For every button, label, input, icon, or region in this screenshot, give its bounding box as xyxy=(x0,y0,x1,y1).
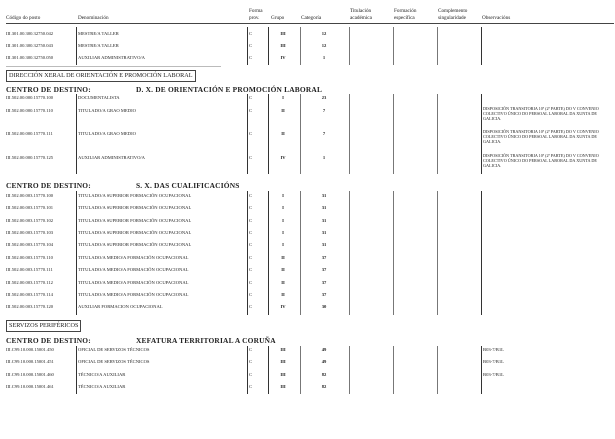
row-forma: C xyxy=(249,155,253,160)
col-line xyxy=(393,94,394,174)
row-grupo: II xyxy=(281,108,285,113)
col-line xyxy=(76,27,77,65)
col-line xyxy=(76,94,77,174)
row-forma: C xyxy=(249,230,253,235)
row-observacions: DISPOSICIÓN TRANSITORIA 10ª (2ª PARTE) DO V CONVENIO COLECTIVO ÚNICO DO PERSOAL LABORAL DA XUNTA DE GALICIA. xyxy=(483,106,599,121)
col-line xyxy=(481,191,482,315)
col-line xyxy=(349,94,350,174)
section-title-direccion-xeral: DIRECCIÓN XERAL DE ORIENTACIÓN E PROMOCIÓN LABORAL xyxy=(6,70,196,82)
row-grupo: I xyxy=(282,230,284,235)
row-name: TITULADO/A MEDIO/A FORMACIÓN OCUPACIONAL xyxy=(78,255,189,260)
col-line xyxy=(349,191,350,315)
col-line xyxy=(437,346,438,394)
row-categoria: 12 xyxy=(321,43,327,48)
row-code: III.502.00.003.15770.102 xyxy=(6,218,54,223)
col-line xyxy=(300,191,301,315)
row-name: TITULADO/A MEDIO/A FORMACIÓN OCUPACIONAL xyxy=(78,280,189,285)
row-grupo: III xyxy=(280,372,286,377)
row-name: TITULADO/A MEDIO/A FORMACIÓN OCUPACIONAL xyxy=(78,267,189,272)
row-categoria: 23 xyxy=(321,95,327,100)
row-observacions: DISPOSICIÓN TRANSITORIA 10ª (2ª PARTE) DO V CONVENIO COLECTIVO ÚNICO DO PERSOAL LABORAL DA XUNTA DE GALICIA. xyxy=(483,129,599,144)
row-forma: C xyxy=(249,304,253,309)
col-line xyxy=(437,27,438,65)
row-grupo: II xyxy=(281,255,285,260)
row-grupo: I xyxy=(282,205,284,210)
row-forma: C xyxy=(249,218,253,223)
row-forma: C xyxy=(249,242,253,247)
row-grupo: I xyxy=(282,95,284,100)
section-title-servizos-perifericos: SERVIZOS PERIFÉRICOS xyxy=(6,320,81,332)
row-name: AUXILIAR ADMINISTRATIVO/A xyxy=(78,155,145,160)
col-header-categoria: Categoría xyxy=(301,15,322,21)
row-grupo: IV xyxy=(280,155,286,160)
row-name: TITULADO/A SUPERIOR FORMACIÓN OCUPACIONAL xyxy=(78,205,192,210)
row-grupo: I xyxy=(282,193,284,198)
row-forma: C xyxy=(249,55,253,60)
row-observacions: B03-7/B1L xyxy=(483,347,504,352)
row-forma: C xyxy=(249,108,253,113)
row-name: TITULADO/A SUPERIOR FORMACIÓN OCUPACIONAL xyxy=(78,230,192,235)
row-grupo: III xyxy=(280,384,286,389)
row-code: III.502.00.003.15770.104 xyxy=(6,242,54,247)
row-categoria: 1 xyxy=(322,155,326,160)
row-name: TITULADO/A SUPERIOR FORMACIÓN OCUPACIONAL xyxy=(78,193,192,198)
row-forma: C xyxy=(249,384,253,389)
col-line xyxy=(481,346,482,394)
row-code: III.C99.10.000.15001.451 xyxy=(6,359,54,364)
col-line xyxy=(437,94,438,174)
row-observacions: B03-7/B1L xyxy=(483,359,504,364)
row-grupo: IV xyxy=(280,55,286,60)
row-code: III.502.00.003.15770.100 xyxy=(6,193,54,198)
row-forma: C xyxy=(249,31,253,36)
row-name: TÉCNICO/A AUXILIAR xyxy=(78,372,126,377)
row-grupo: II xyxy=(281,292,285,297)
row-code: III.301.00.300.32750.043 xyxy=(6,43,54,48)
divider xyxy=(6,66,221,67)
row-grupo: III xyxy=(280,359,286,364)
row-name: AUXILIAR FORMACION OCUPACIONAL xyxy=(78,304,163,309)
row-grupo: I xyxy=(282,218,284,223)
row-code: III.502.00.003.15770.112 xyxy=(6,280,53,285)
centro-label: CENTRO DE DESTINO: xyxy=(6,181,91,190)
row-categoria: 7 xyxy=(322,108,326,113)
col-header-complemento-2: singularidade xyxy=(438,15,466,21)
row-name: TITULADO/A GRAO MEDIO xyxy=(78,131,136,136)
col-line xyxy=(268,27,269,65)
row-code: III.502.00.003.15770.120 xyxy=(6,304,54,309)
row-name: OFICIAL DE SERVIZOS TÉCNICOS xyxy=(78,359,150,364)
row-categoria: 37 xyxy=(321,292,327,297)
row-forma: C xyxy=(249,205,253,210)
row-code: III.502.00.000.15770.110 xyxy=(6,108,53,113)
centro-name: S. X. DAS CUALIFICACIÓNS xyxy=(136,181,240,190)
row-code: III.C99.10.000.15001.450 xyxy=(6,347,54,352)
row-categoria: 82 xyxy=(321,384,327,389)
row-categoria: 7 xyxy=(322,131,326,136)
col-line xyxy=(268,191,269,315)
col-line xyxy=(247,346,248,394)
centro-name: XEFATURA TERRITORIAL A CORUÑA xyxy=(136,336,276,345)
col-line xyxy=(349,346,350,394)
row-categoria: 37 xyxy=(321,280,327,285)
col-line xyxy=(481,94,482,174)
header-divider xyxy=(6,23,614,24)
row-code: III.502.00.003.15770.114 xyxy=(6,292,53,297)
centro-name: D. X. DE ORIENTACIÓN E PROMOCIÓN LABORAL xyxy=(136,85,323,94)
row-grupo: III xyxy=(280,31,286,36)
col-header-codigo: Código do posto xyxy=(6,15,41,21)
row-name: OFICIAL DE SERVIZOS TÉCNICOS xyxy=(78,347,150,352)
row-forma: C xyxy=(249,372,253,377)
row-grupo: III xyxy=(280,43,286,48)
row-categoria: 1 xyxy=(322,55,326,60)
col-line xyxy=(247,27,248,65)
row-categoria: 37 xyxy=(321,267,327,272)
col-line xyxy=(247,94,248,174)
row-forma: C xyxy=(249,95,253,100)
col-line xyxy=(247,191,248,315)
row-code: III.301.00.300.32750.042 xyxy=(6,31,54,36)
centro-label: CENTRO DE DESTINO: xyxy=(6,336,91,345)
col-line xyxy=(393,346,394,394)
col-line xyxy=(481,27,482,65)
row-grupo: II xyxy=(281,280,285,285)
col-header-titulacion-1: Titulación xyxy=(350,8,372,14)
row-forma: C xyxy=(249,267,253,272)
row-code: III.301.00.300.32750.050 xyxy=(6,55,54,60)
row-forma: C xyxy=(249,43,253,48)
row-code: III.502.00.000.15770.125 xyxy=(6,155,54,160)
row-name: TITULADO/A SUPERIOR FORMACIÓN OCUPACIONAL xyxy=(78,242,192,247)
col-line xyxy=(393,27,394,65)
col-line xyxy=(300,94,301,174)
row-categoria: 30 xyxy=(321,304,327,309)
col-line xyxy=(437,191,438,315)
row-categoria: 31 xyxy=(321,205,327,210)
col-header-grupo: Grupo xyxy=(271,15,285,21)
col-header-titulacion-2: académica xyxy=(350,15,372,21)
col-line xyxy=(349,27,350,65)
col-line xyxy=(300,346,301,394)
row-categoria: 82 xyxy=(321,372,327,377)
col-line xyxy=(300,27,301,65)
row-categoria: 49 xyxy=(321,347,327,352)
row-grupo: IV xyxy=(280,304,286,309)
row-observacions: B03-7/B1L xyxy=(483,372,504,377)
row-forma: C xyxy=(249,347,253,352)
row-code: III.C99.10.000.15001.461 xyxy=(6,384,54,389)
row-code: III.502.00.000.15770.111 xyxy=(6,131,53,136)
row-name: MESTRE/A TALLER xyxy=(78,31,119,36)
row-forma: C xyxy=(249,193,253,198)
row-name: TITULADO/A MEDIO/A FORMACIÓN OCUPACIONAL xyxy=(78,292,189,297)
row-name: MESTRE/A TALLER xyxy=(78,43,119,48)
col-line xyxy=(76,191,77,315)
col-line xyxy=(268,94,269,174)
col-line xyxy=(268,346,269,394)
row-categoria: 37 xyxy=(321,255,327,260)
row-observacions: DISPOSICIÓN TRANSITORIA 10ª (2ª PARTE) DO V CONVENIO COLECTIVO ÚNICO DO PERSOAL LABORAL DA XUNTA DE GALICIA. xyxy=(483,153,599,168)
col-header-complemento-1: Complemento xyxy=(438,8,468,14)
row-code: III.502.00.003.15770.101 xyxy=(6,205,54,210)
row-categoria: 31 xyxy=(321,218,327,223)
col-line xyxy=(76,346,77,394)
col-header-forma-1: Forma xyxy=(249,8,263,14)
row-code: III.C99.10.000.15001.460 xyxy=(6,372,54,377)
row-name: TITULADO/A SUPERIOR FORMACIÓN OCUPACIONAL xyxy=(78,218,192,223)
centro-label: CENTRO DE DESTINO: xyxy=(6,85,91,94)
row-code: III.502.00.000.15770.100 xyxy=(6,95,54,100)
col-header-denominacion: Denominación xyxy=(78,15,109,21)
row-forma: C xyxy=(249,292,253,297)
row-name: AUXILIAR ADMINISTRATIVO/A xyxy=(78,55,145,60)
row-forma: C xyxy=(249,280,253,285)
col-header-observacions: Observacións xyxy=(482,15,511,21)
row-code: III.502.00.003.15770.110 xyxy=(6,255,53,260)
row-grupo: III xyxy=(280,347,286,352)
row-categoria: 49 xyxy=(321,359,327,364)
row-grupo: II xyxy=(281,267,285,272)
row-name: TITULADO/A GRAO MEDIO xyxy=(78,108,136,113)
row-forma: C xyxy=(249,131,253,136)
col-header-formacion-1: Formación xyxy=(394,8,417,14)
row-grupo: I xyxy=(282,242,284,247)
row-categoria: 31 xyxy=(321,242,327,247)
col-header-forma-2: prov. xyxy=(249,15,260,21)
row-forma: C xyxy=(249,359,253,364)
col-line xyxy=(393,191,394,315)
row-name: TÉCNICO/A AUXILIAR xyxy=(78,384,126,389)
row-name: DOCUMENTALISTA xyxy=(78,95,120,100)
row-forma: C xyxy=(249,255,253,260)
row-categoria: 31 xyxy=(321,230,327,235)
row-code: III.502.00.003.15770.111 xyxy=(6,267,53,272)
row-code: III.502.00.003.15770.103 xyxy=(6,230,54,235)
col-header-formacion-2: específica xyxy=(394,15,415,21)
row-categoria: 12 xyxy=(321,31,327,36)
row-categoria: 31 xyxy=(321,193,327,198)
row-grupo: II xyxy=(281,131,285,136)
